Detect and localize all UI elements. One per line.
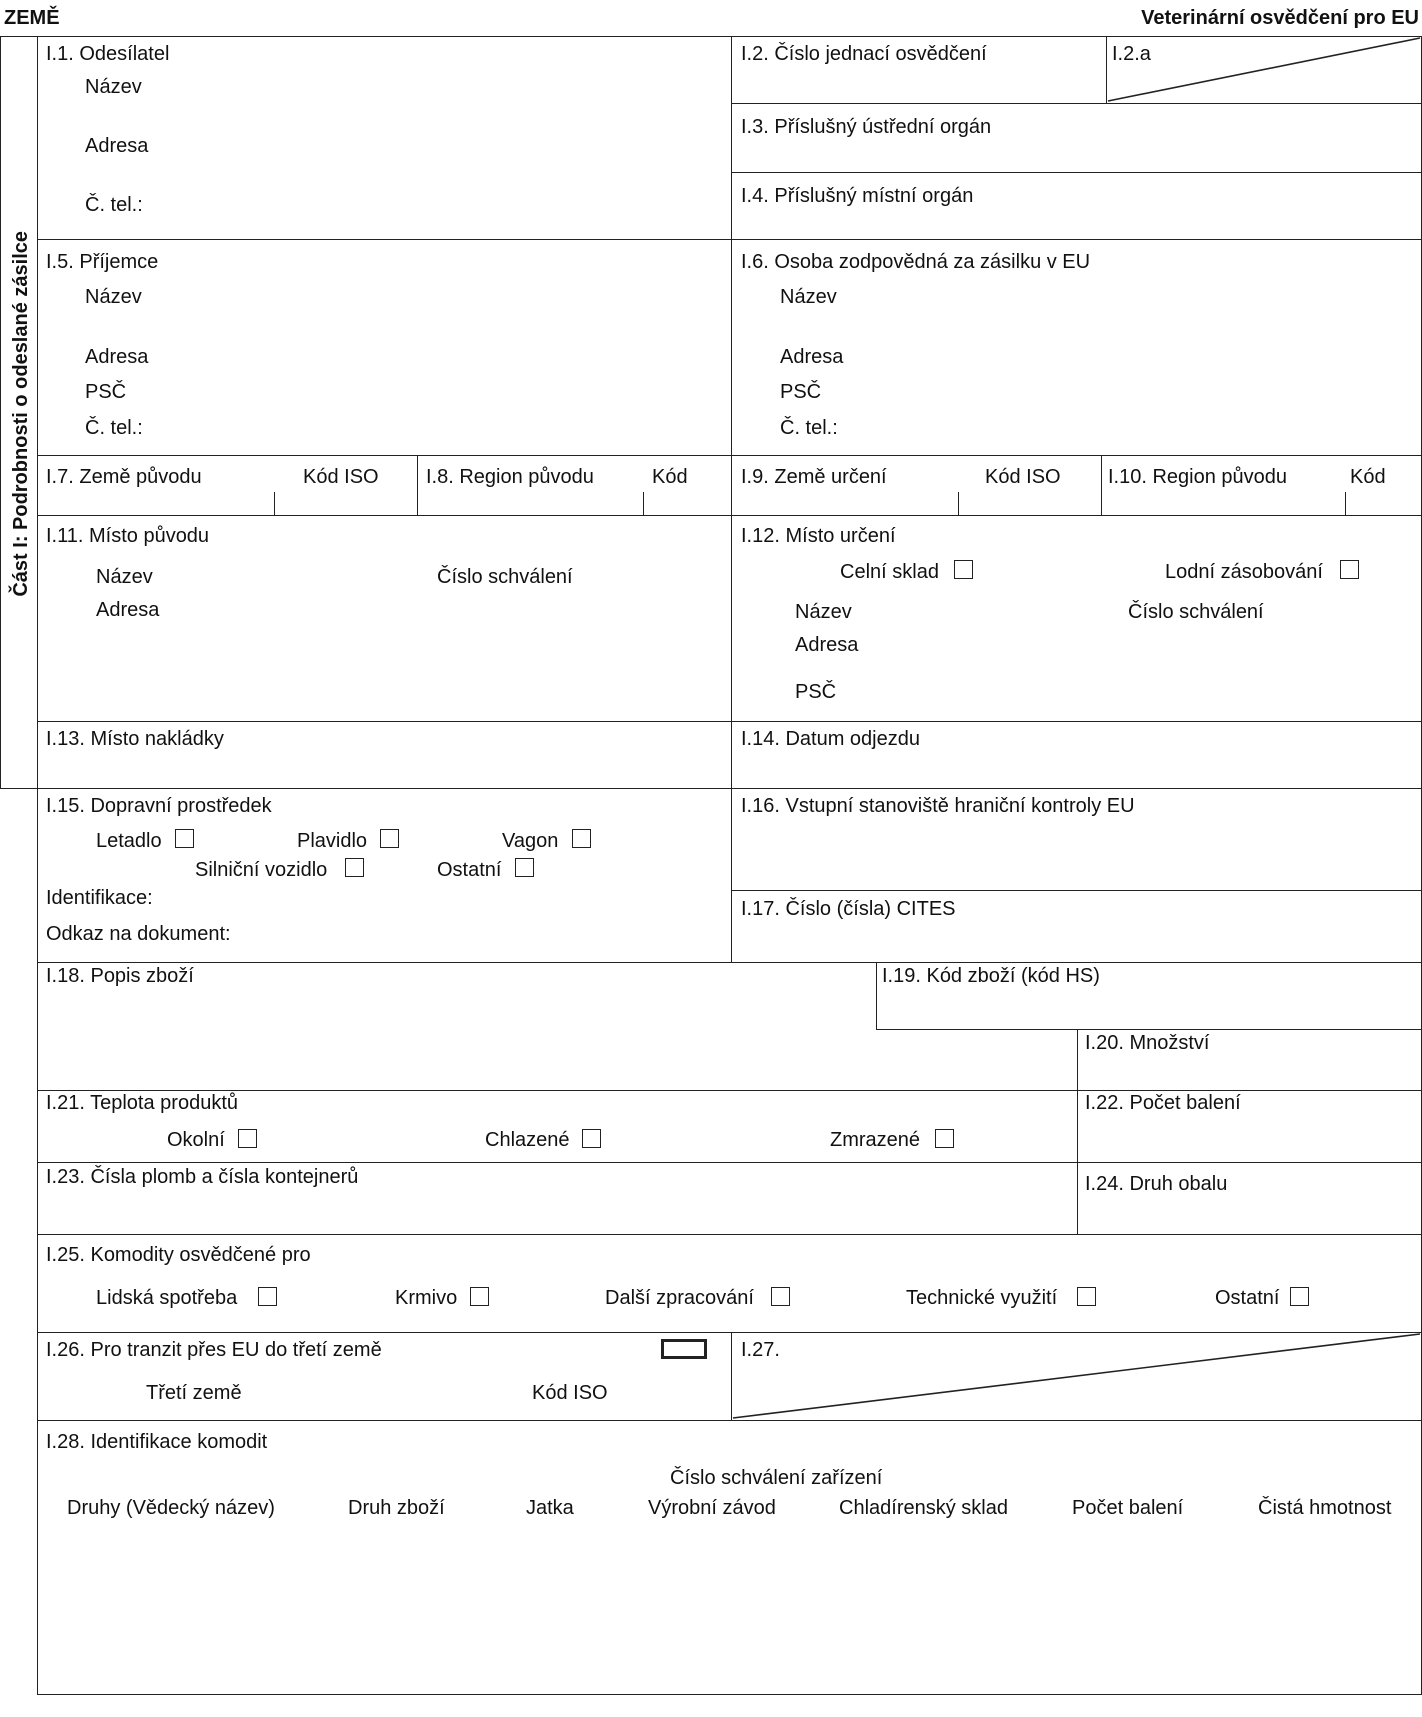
i6-address: Adresa (780, 346, 844, 368)
i19-label: I.19. Kód zboží (kód HS) (882, 965, 1100, 987)
i12-name: Název (795, 601, 852, 623)
country-heading: ZEMĚ (4, 7, 60, 29)
i11-name: Název (96, 566, 153, 588)
i25-human-label: Lidská spotřeba (96, 1287, 238, 1309)
i28-col-plant: Výrobní závod (648, 1497, 776, 1519)
i21-ambient-label: Okolní (167, 1129, 225, 1151)
i12-label: I.12. Místo určení (741, 525, 896, 547)
i26-label: I.26. Pro tranzit přes EU do třetí země (46, 1339, 382, 1361)
i15-vessel-label: Plavidlo (297, 830, 368, 852)
i6-postcode: PSČ (780, 381, 822, 403)
i1-label: I.1. Odesílatel (46, 43, 170, 65)
i26-transit-box[interactable] (661, 1339, 707, 1359)
i25-feed-label: Krmivo (395, 1287, 458, 1309)
i21-chilled-checkbox[interactable] (582, 1129, 601, 1148)
i12-postcode: PSČ (795, 681, 837, 703)
i5-postcode: PSČ (85, 381, 127, 403)
i28-approval-group: Číslo schválení zařízení (670, 1467, 883, 1489)
i9-label: I.9. Země určení (741, 466, 887, 488)
certificate-title: Veterinární osvědčení pro EU (1141, 7, 1419, 29)
i12-ship-checkbox[interactable] (1340, 560, 1359, 579)
i15-ident: Identifikace: (46, 887, 153, 909)
i15-road-checkbox[interactable] (345, 858, 364, 877)
i1-address: Adresa (85, 135, 149, 157)
i12-customs-label: Celní sklad (840, 561, 939, 583)
i25-technical-label: Technické využití (906, 1287, 1058, 1309)
i24-label: I.24. Druh obalu (1085, 1173, 1228, 1195)
i21-label: I.21. Teplota produktů (46, 1092, 238, 1114)
i5-label: I.5. Příjemce (46, 251, 159, 273)
i25-other-checkbox[interactable] (1290, 1287, 1309, 1306)
i5-address: Adresa (85, 346, 149, 368)
i15-wagon-checkbox[interactable] (572, 829, 591, 848)
i11-address: Adresa (96, 599, 160, 621)
i6-phone: Č. tel.: (780, 417, 838, 439)
i25-processing-label: Další zpracování (605, 1287, 754, 1309)
i15-airplane-checkbox[interactable] (175, 829, 194, 848)
i6-name: Název (780, 286, 837, 308)
i5-phone: Č. tel.: (85, 417, 143, 439)
i12-approval: Číslo schválení (1128, 601, 1264, 623)
i5-name: Název (85, 286, 142, 308)
i4-label: I.4. Příslušný místní orgán (741, 185, 974, 207)
i25-human-checkbox[interactable] (258, 1287, 277, 1306)
i22-label: I.22. Počet balení (1085, 1092, 1241, 1114)
i15-airplane-label: Letadlo (96, 830, 162, 852)
i3-label: I.3. Příslušný ústřední orgán (741, 116, 992, 138)
i25-feed-checkbox[interactable] (470, 1287, 489, 1306)
i17-label: I.17. Číslo (čísla) CITES (741, 898, 956, 920)
i25-processing-checkbox[interactable] (771, 1287, 790, 1306)
i18-label: I.18. Popis zboží (46, 965, 194, 987)
i7-label: I.7. Země původu (46, 466, 202, 488)
i21-ambient-checkbox[interactable] (238, 1129, 257, 1148)
i25-other-label: Ostatní (1215, 1287, 1280, 1309)
i28-col-packages: Počet balení (1072, 1497, 1184, 1519)
i28-label: I.28. Identifikace komodit (46, 1431, 268, 1453)
i12-customs-checkbox[interactable] (954, 560, 973, 579)
i10-label: I.10. Region původu (1108, 466, 1288, 488)
i10-code: Kód (1350, 466, 1386, 488)
i25-technical-checkbox[interactable] (1077, 1287, 1096, 1306)
i15-other-label: Ostatní (437, 859, 502, 881)
i15-other-checkbox[interactable] (515, 858, 534, 877)
i21-frozen-label: Zmrazené (830, 1129, 921, 1151)
i15-docref: Odkaz na dokument: (46, 923, 231, 945)
i16-label: I.16. Vstupní stanoviště hraniční kontroly EU (741, 795, 1135, 817)
i28-col-net-weight: Čistá hmotnost (1258, 1497, 1392, 1519)
i26-third-country: Třetí země (146, 1382, 242, 1404)
i2-label: I.2. Číslo jednací osvědčení (741, 43, 987, 65)
i2a-diagonal (1108, 38, 1420, 101)
i28-col-species: Druhy (Vědecký název) (67, 1497, 275, 1519)
i6-label: I.6. Osoba zodpovědná za zásilku v EU (741, 251, 1091, 273)
i7-code: Kód ISO (303, 466, 379, 488)
i15-road-label: Silniční vozidlo (195, 859, 328, 881)
i8-label: I.8. Region původu (426, 466, 594, 488)
i12-ship-label: Lodní zásobování (1165, 561, 1323, 583)
i15-wagon-label: Vagon (502, 830, 559, 852)
i25-label: I.25. Komodity osvědčené pro (46, 1244, 311, 1266)
i28-col-slaughterhouse: Jatka (526, 1497, 574, 1519)
i1-phone: Č. tel.: (85, 194, 143, 216)
i21-frozen-checkbox[interactable] (935, 1129, 954, 1148)
i21-chilled-label: Chlazené (485, 1129, 570, 1151)
i15-vessel-checkbox[interactable] (380, 829, 399, 848)
i27-diagonal (733, 1334, 1420, 1418)
i11-label: I.11. Místo původu (46, 525, 210, 547)
i28-col-commodity: Druh zboží (348, 1497, 445, 1519)
i15-label: I.15. Dopravní prostředek (46, 795, 272, 817)
i8-code: Kód (652, 466, 688, 488)
i27-label: I.27. (741, 1339, 780, 1361)
i26-iso-code: Kód ISO (532, 1382, 608, 1404)
i12-address: Adresa (795, 634, 859, 656)
i14-label: I.14. Datum odjezdu (741, 728, 920, 750)
i1-name: Název (85, 76, 142, 98)
i11-approval: Číslo schválení (437, 566, 573, 588)
i23-label: I.23. Čísla plomb a čísla kontejnerů (46, 1166, 359, 1188)
i28-col-cold-store: Chladírenský sklad (839, 1497, 1008, 1519)
i13-label: I.13. Místo nakládky (46, 728, 224, 750)
i9-code: Kód ISO (985, 466, 1061, 488)
i2a-label: I.2.a (1112, 43, 1151, 65)
i20-label: I.20. Množství (1085, 1032, 1210, 1054)
part1-side-text: Část I: Podrobnosti o odeslané zásilce (9, 231, 32, 597)
